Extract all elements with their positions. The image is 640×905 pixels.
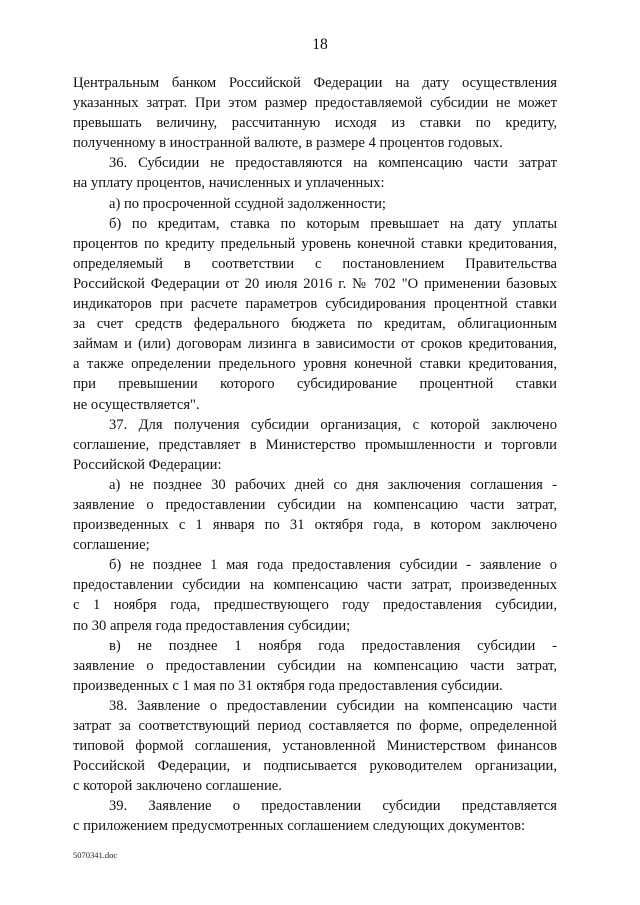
text-line: Российской Федерации от 20 июля 2016 г. № 702 "О применении базовых bbox=[73, 275, 557, 292]
text-line: 37. Для получения субсидии организация, с которой заключено bbox=[109, 416, 557, 433]
text-line: займам и (или) договорам лизинга в зависимости от сроков кредитования, bbox=[73, 336, 557, 353]
text-line: б) не позднее 1 мая года предоставления субсидии - заявление о bbox=[109, 557, 557, 574]
text-line: Центральным банком Российской Федерации на дату осуществления bbox=[73, 75, 557, 91]
text-line: заявление о предоставлении субсидии на компенсацию части затрат, bbox=[73, 657, 557, 674]
text-line: затрат за соответствующий период составляется по форме, определенной bbox=[73, 718, 557, 734]
text-line: процентов по кредиту предельный уровень конечной ставки кредитования, bbox=[73, 235, 557, 252]
text-line: 38. Заявление о предоставлении субсидии на компенсацию части bbox=[109, 697, 557, 714]
text-line: на уплату процентов, начисленных и уплаченных: bbox=[73, 175, 385, 192]
text-line: произведенных с 1 января по 31 октября года, в котором заключено bbox=[73, 517, 557, 534]
page-number: 18 bbox=[312, 36, 328, 53]
text-line: в) не позднее 1 ноября года предоставления субсидии - bbox=[109, 637, 557, 654]
text-line: а также определении предельного уровня конечной ставки кредитования, bbox=[73, 356, 557, 373]
text-line: указанных затрат. При этом размер предоставляемой субсидии не может bbox=[73, 95, 557, 112]
text-line: соглашение, представляет в Министерство промышленности и торговли bbox=[73, 436, 557, 453]
text-line: предоставлении субсидии на компенсацию части затрат, произведенных bbox=[73, 577, 557, 594]
text-line: при превышении которого субсидирование процентной ставки bbox=[73, 376, 557, 393]
text-line: по 30 апреля года предоставления субсидии; bbox=[73, 617, 351, 634]
text-line: превышать величину, рассчитанную исходя из ставки по кредиту, bbox=[73, 115, 557, 132]
text-line: с приложением предусмотренных соглашением следующих документов: bbox=[73, 818, 526, 835]
text-line: а) по просроченной ссудной задолженности; bbox=[109, 195, 386, 212]
text-line: Российской Федерации, и подписывается руководителем организации, bbox=[73, 758, 557, 775]
text-line: а) не позднее 30 рабочих дней со дня заключения соглашения - bbox=[109, 476, 557, 493]
text-line: б) по кредитам, ставка по которым превышает на дату уплаты bbox=[109, 215, 557, 232]
text-line: произведенных с 1 мая по 31 октября года предоставления субсидии. bbox=[73, 677, 503, 694]
text-line: определяемый в соответствии с постановлением Правительства bbox=[73, 255, 557, 272]
text-line: Российской Федерации: bbox=[73, 456, 222, 473]
text-line: за счет средств федерального бюджета по кредитам, облигационным bbox=[73, 316, 557, 333]
text-line: индикаторов при расчете параметров субсидирования процентной ставки bbox=[73, 296, 557, 313]
text-line: типовой формой соглашения, установленной Министерством финансов bbox=[73, 738, 557, 755]
text-line: соглашение; bbox=[73, 537, 150, 554]
body-text bbox=[73, 73, 557, 837]
text-line: 36. Субсидии не предоставляются на компенсацию части затрат bbox=[109, 155, 557, 172]
footer-filename: 5070341.doc bbox=[73, 850, 118, 860]
text-line: не осуществляется". bbox=[73, 396, 200, 413]
text-line: заявление о предоставлении субсидии на компенсацию части затрат, bbox=[73, 496, 557, 513]
text-line: с которой заключено соглашение. bbox=[73, 778, 282, 795]
text-line: полученному в иностранной валюте, в размере 4 процентов годовых. bbox=[73, 135, 503, 152]
text-line: 39. Заявление о предоставлении субсидии представляется bbox=[109, 798, 557, 815]
text-line: с 1 ноября года, предшествующего году предоставления субсидии, bbox=[73, 597, 557, 614]
